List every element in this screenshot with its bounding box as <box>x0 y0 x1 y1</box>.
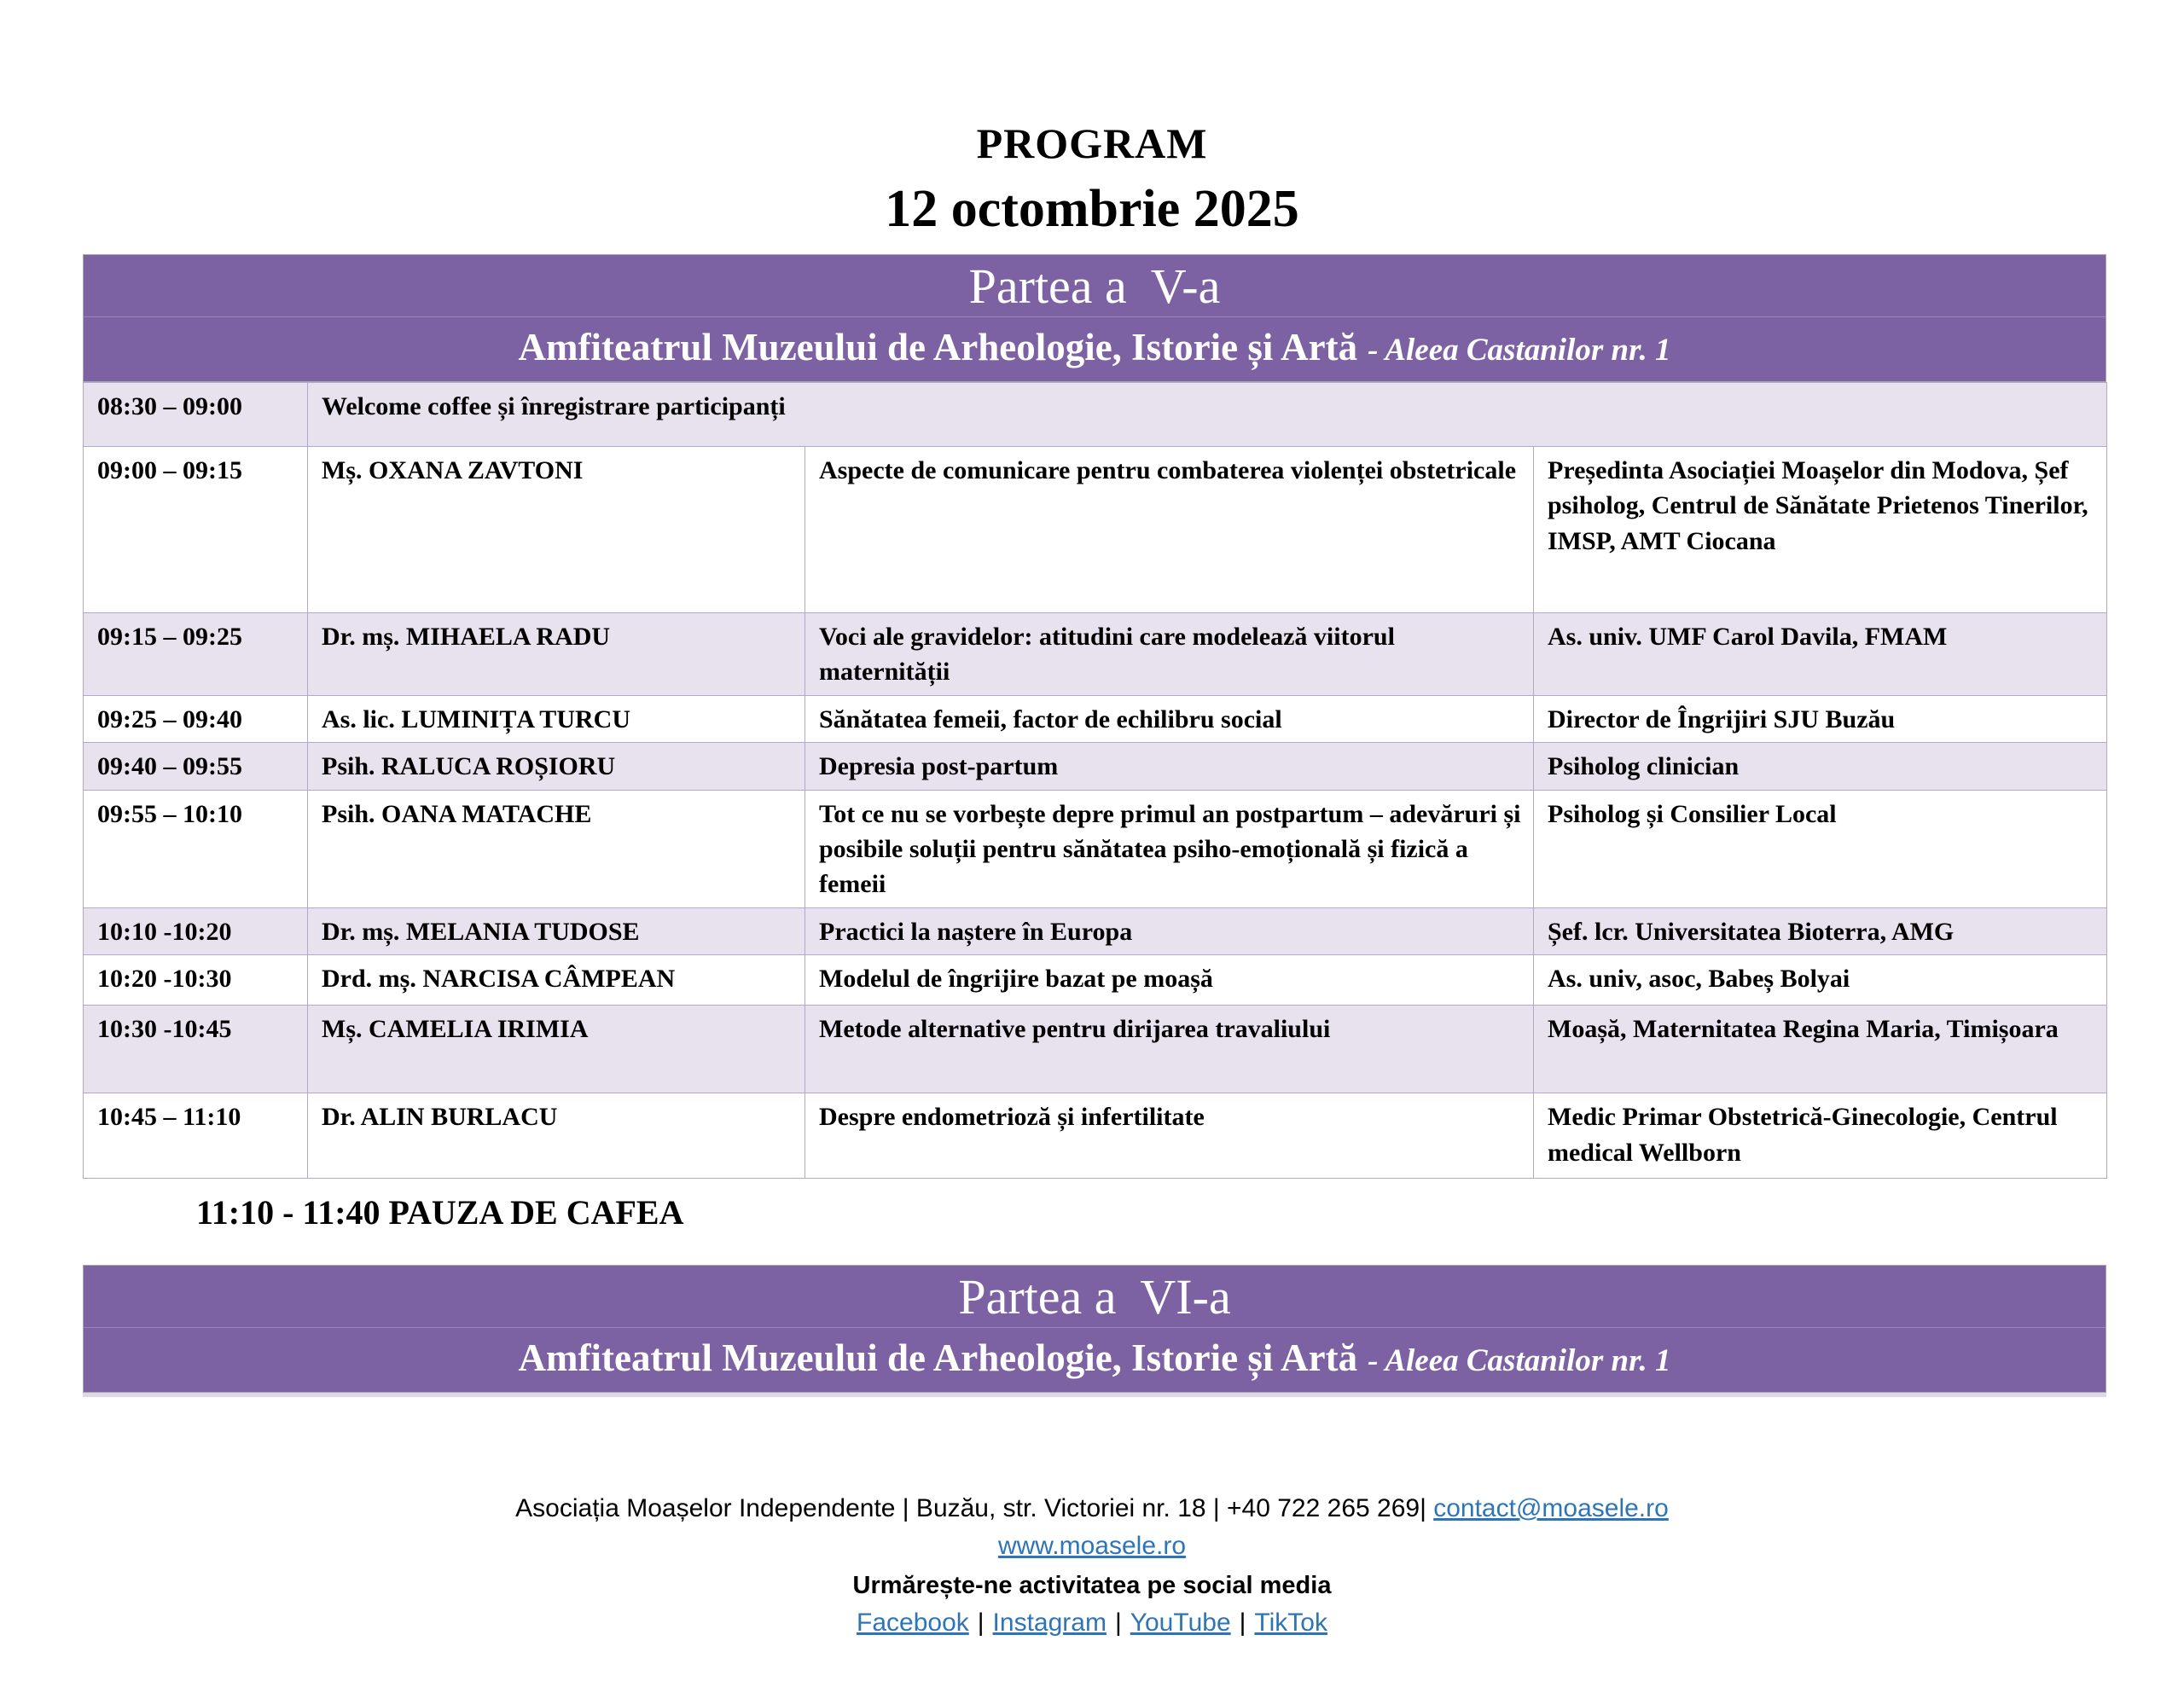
part6-location-address: - Aleea Castanilor nr. 1 <box>1368 1343 1671 1379</box>
topic-cell: Modelul de îngrijire bazat pe moașă <box>805 955 1534 1006</box>
footer-org-info: Asociația Moașelor Independente | Buzău, str. Victoriei nr. 18 | +40 722 265 269| <box>515 1494 1426 1523</box>
part6-title: Partea a VI-a <box>84 1266 2106 1328</box>
speaker-cell: Mș. CAMELIA IRIMIA <box>308 1006 805 1093</box>
youtube-link[interactable]: YouTube <box>1130 1609 1231 1638</box>
topic-cell: Depresia post-partum <box>805 743 1534 790</box>
facebook-link[interactable]: Facebook <box>857 1609 969 1638</box>
part5-location-address: - Aleea Castanilor nr. 1 <box>1368 333 1671 368</box>
topic-cell: Aspecte de comunicare pentru combaterea violenței obstetricale <box>805 447 1534 613</box>
time-cell: 09:00 – 09:15 <box>84 447 308 613</box>
speaker-cell: Dr. mș. MIHAELA RADU <box>308 613 805 696</box>
role-cell: Președinta Asociației Moașelor din Modova, Șef psiholog, Centrul de Sănătate Prietenos Tinerilor, IMSP, AMT Ciocana <box>1534 447 2107 613</box>
topic-cell: Voci ale gravidelor: atitudini care modelează viitorul maternității <box>805 613 1534 696</box>
speaker-cell: Psih. OANA MATACHE <box>308 790 805 907</box>
topic-cell: Practici la naștere în Europa <box>805 907 1534 954</box>
time-cell: 09:25 – 09:40 <box>84 695 308 742</box>
table-row <box>84 907 2107 954</box>
role-cell: Director de Îngrijiri SJU Buzău <box>1534 695 2107 742</box>
table-row <box>84 1093 2107 1179</box>
speaker-cell: Psih. RALUCA ROȘIORU <box>308 743 805 790</box>
footer <box>0 1493 2184 1638</box>
topic-cell: Tot ce nu se vorbește depre primul an postpartum – adevăruri și posibile soluții pentru sănătatea psiho-emoțională și fizică a femeii <box>805 790 1534 907</box>
part6-banner <box>83 1265 2106 1393</box>
table-row <box>84 695 2107 742</box>
separator: | <box>977 1609 985 1638</box>
instagram-link[interactable]: Instagram <box>992 1609 1107 1638</box>
role-cell: Șef. lcr. Universitatea Bioterra, AMG <box>1534 907 2107 954</box>
section-part6 <box>83 1265 2106 1393</box>
email-link[interactable]: contact@moasele.ro <box>1433 1494 1669 1523</box>
table-row <box>84 743 2107 790</box>
topic-cell: Welcome coffee și înregistrare participanți <box>308 383 2107 447</box>
topic-cell: Despre endometrioză și infertilitate <box>805 1093 1534 1179</box>
coffee-break-label: 11:10 - 11:40 PAUZA DE CAFEA <box>196 1193 684 1232</box>
time-cell: 10:20 -10:30 <box>84 955 308 1006</box>
part5-banner <box>83 254 2106 382</box>
role-cell: Moașă, Maternitatea Regina Maria, Timișoara <box>1534 1006 2107 1093</box>
time-cell: 10:10 -10:20 <box>84 907 308 954</box>
part6-location <box>84 1328 2106 1392</box>
table-row <box>84 790 2107 907</box>
part5-location-name: Amfiteatrul Muzeului de Arheologie, Istorie și Artă <box>518 326 1358 368</box>
separator: | <box>1114 1609 1122 1638</box>
footer-contact-line <box>0 1493 2184 1524</box>
time-cell: 08:30 – 09:00 <box>84 383 308 447</box>
part6-location-name: Amfiteatrul Muzeului de Arheologie, Istorie și Artă <box>518 1336 1358 1380</box>
time-cell: 09:55 – 10:10 <box>84 790 308 907</box>
page-title: PROGRAM <box>976 119 1208 167</box>
website-link[interactable]: www.moasele.ro <box>997 1532 1187 1561</box>
footer-website-line <box>0 1531 2184 1562</box>
speaker-cell: Drd. mș. NARCISA CÂMPEAN <box>308 955 805 1006</box>
time-cell: 09:40 – 09:55 <box>84 743 308 790</box>
time-cell: 10:30 -10:45 <box>84 1006 308 1093</box>
table-row <box>84 613 2107 696</box>
separator: | <box>1239 1609 1246 1638</box>
schedule-table <box>83 382 2107 1179</box>
tiktok-link[interactable]: TikTok <box>1254 1609 1327 1638</box>
speaker-cell: Dr. mș. MELANIA TUDOSE <box>308 907 805 954</box>
role-cell: Medic Primar Obstetrică-Ginecologie, Centrul medical Wellborn <box>1534 1093 2107 1179</box>
page-date: 12 octombrie 2025 <box>885 180 1299 238</box>
speaker-cell: As. lic. LUMINIȚA TURCU <box>308 695 805 742</box>
time-cell: 09:15 – 09:25 <box>84 613 308 696</box>
social-heading: Urmărește-ne activitatea pe social media <box>852 1572 1332 1600</box>
part5-location <box>84 317 2106 381</box>
role-cell: As. univ, asoc, Babeș Bolyai <box>1534 955 2107 1006</box>
section-part5 <box>83 254 2106 382</box>
speaker-cell: Dr. ALIN BURLACU <box>308 1093 805 1179</box>
topic-cell: Sănătatea femeii, factor de echilibru social <box>805 695 1534 742</box>
part5-title: Partea a V-a <box>84 255 2106 317</box>
table-row <box>84 955 2107 1006</box>
speaker-cell: Mș. OXANA ZAVTONI <box>308 447 805 613</box>
table-row <box>84 383 2107 447</box>
topic-cell: Metode alternative pentru dirijarea travaliului <box>805 1006 1534 1093</box>
role-cell: Psiholog și Consilier Local <box>1534 790 2107 907</box>
table-row <box>84 1006 2107 1093</box>
table-row <box>84 447 2107 613</box>
role-cell: As. univ. UMF Carol Davila, FMAM <box>1534 613 2107 696</box>
social-links-line <box>0 1608 2184 1638</box>
role-cell: Psiholog clinician <box>1534 743 2107 790</box>
time-cell: 10:45 – 11:10 <box>84 1093 308 1179</box>
